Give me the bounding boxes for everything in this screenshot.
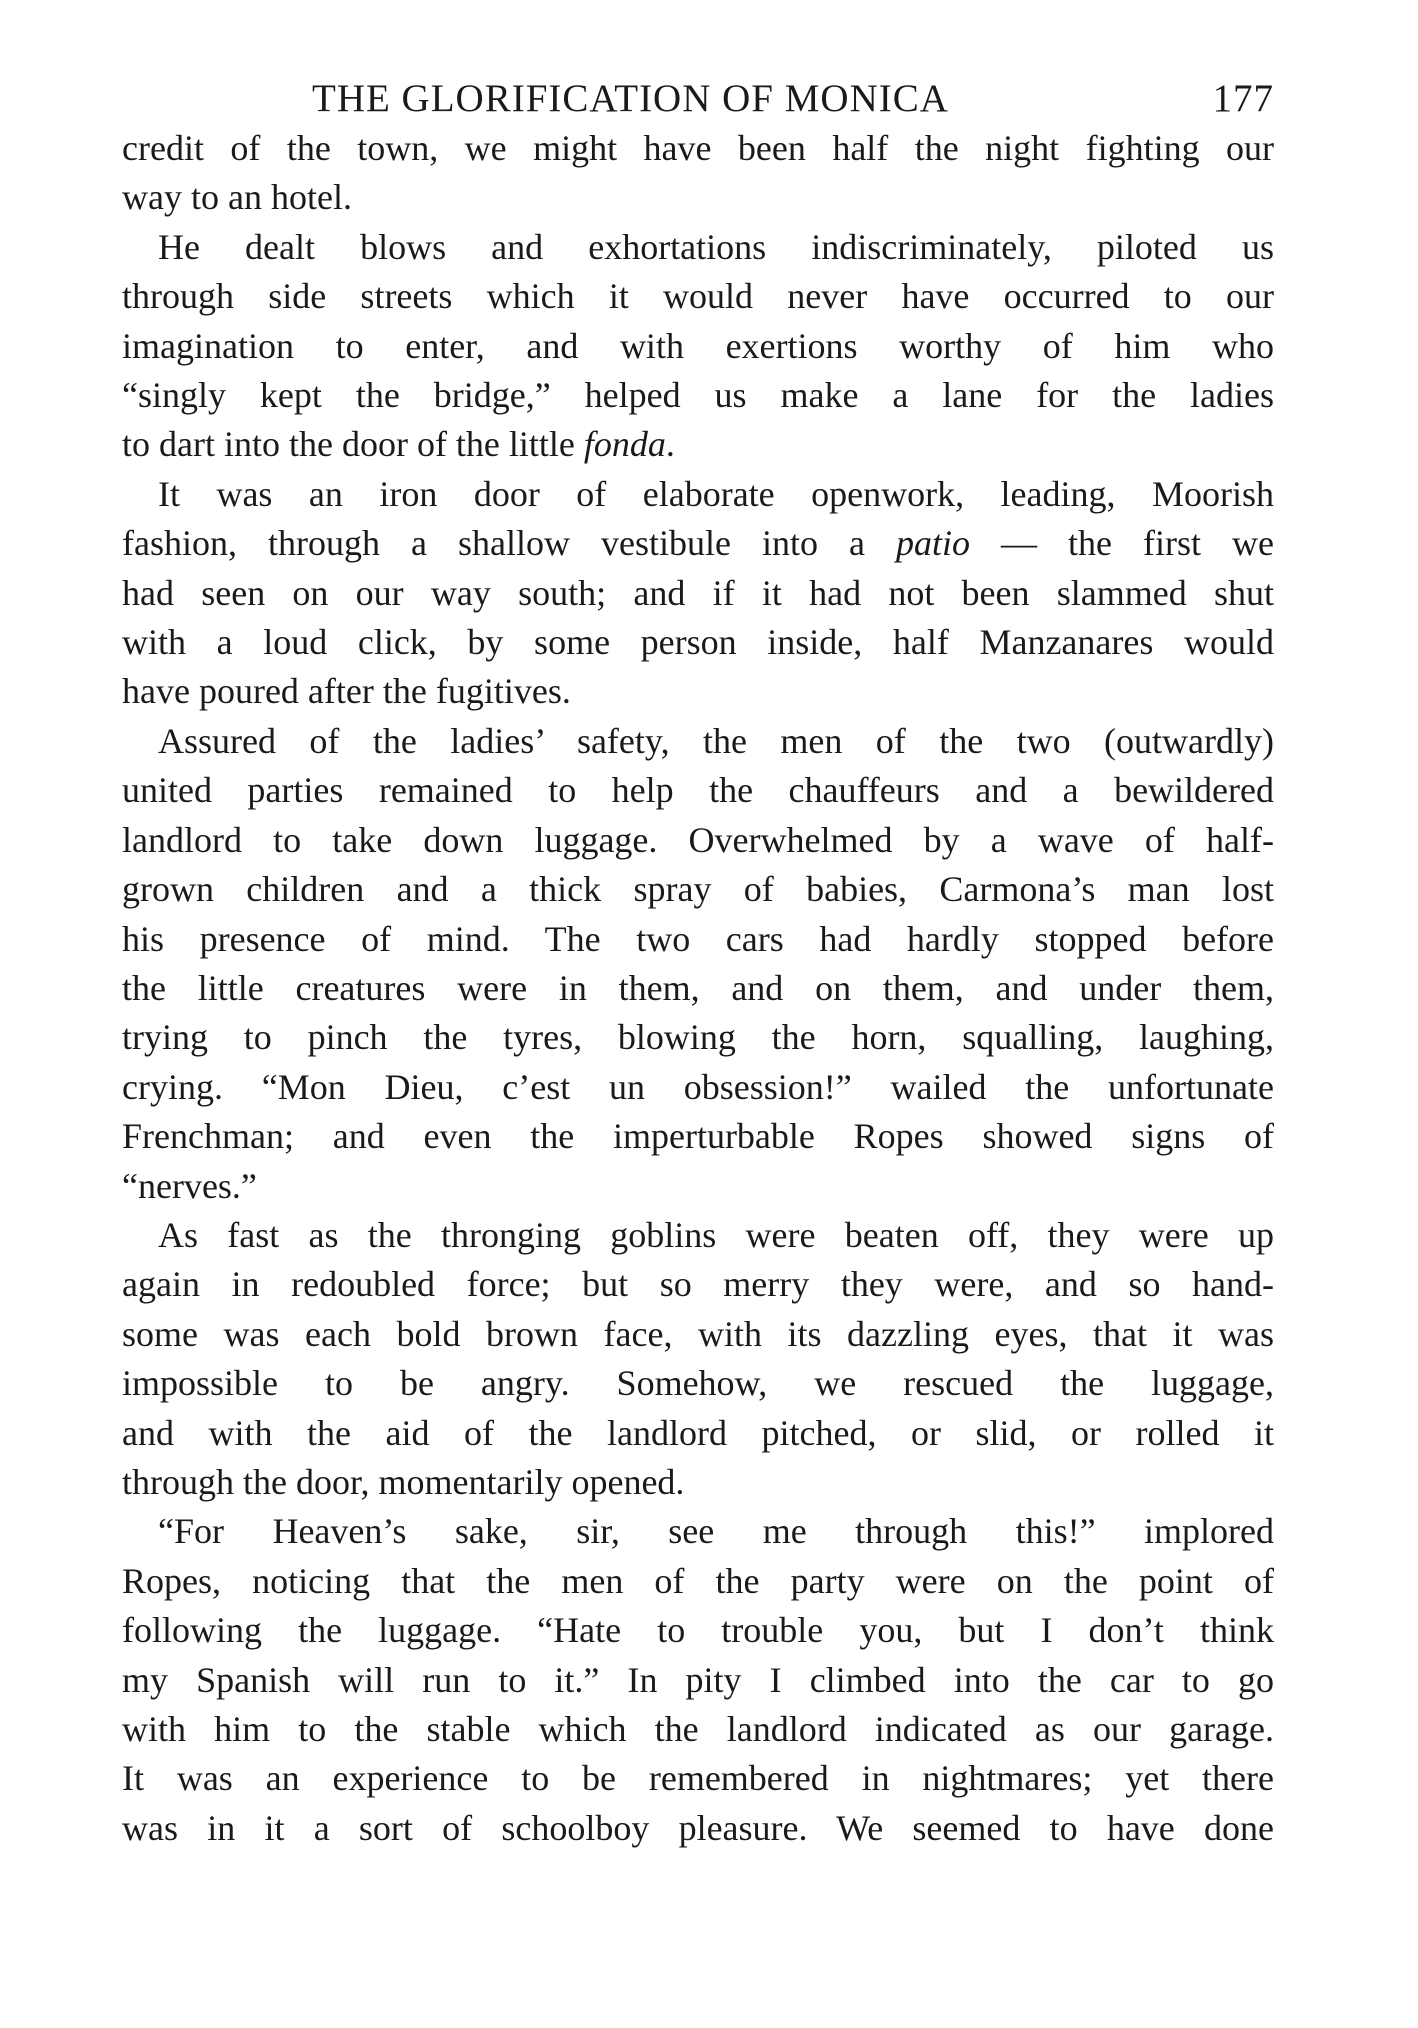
text-line [122, 519, 1274, 568]
text-line: credit of the town, we might have been half the night fighting our [122, 128, 1274, 168]
text-line: Frenchman; and even the imperturbable Ropes showed signs of [122, 1116, 1274, 1157]
paragraph-6 [122, 1507, 1274, 1853]
text-line: the little creatures were in them, and on them, and under them, [122, 967, 1274, 1008]
text-line: Ropes, noticing that the men of the party were on the point of [122, 1560, 1274, 1601]
text-line: had seen on our way south; and if it had not been slammed shut [122, 572, 1274, 613]
paragraph-5 [122, 1211, 1274, 1507]
paragraph-1 [122, 124, 1274, 223]
paragraph-4 [122, 717, 1274, 1211]
text-line: It was an experience to be remembered in nightmares; yet there [122, 1758, 1274, 1799]
text-line: through side streets which it would never have occurred to our [122, 276, 1274, 317]
text-line: imagination to enter, and with exertions worthy of him who [122, 325, 1274, 366]
body-text [122, 124, 1274, 1853]
running-header [122, 60, 1274, 124]
chapter-title: THE GLORIFICATION OF MONICA [312, 77, 949, 120]
text-line: through the door, momentarily opened. [122, 1461, 685, 1502]
text-line: some was each bold brown face, with its dazzling eyes, that it was [122, 1313, 1274, 1354]
text-run: to dart into the door of the little [122, 424, 584, 465]
paragraph-2 [122, 223, 1274, 470]
text-line: with him to the stable which the landlord indicated as our garage. [122, 1709, 1274, 1749]
text-line: was in it a sort of schoolboy pleasure. We seemed to have done [122, 1807, 1274, 1848]
text-line: trying to pinch the tyres, blowing the horn, squalling, laughing, [122, 1017, 1274, 1058]
text-line: have poured after the fugitives. [122, 671, 571, 712]
book-page [122, 60, 1274, 1853]
text-line: Assured of the ladies’ safety, the men of the two (outwardly) [158, 720, 1274, 761]
text-line: As fast as the thronging goblins were beaten off, they were up [158, 1214, 1274, 1255]
text-line [122, 420, 1274, 469]
text-line: with a loud click, by some person inside, half Manzanares would [122, 622, 1274, 663]
text-line: my Spanish will run to it.” In pity I climbed into the car to go [122, 1659, 1274, 1700]
italic-word-fonda: fonda [583, 424, 666, 465]
text-line: landlord to take down luggage. Overwhelmed by a wave of half- [122, 819, 1274, 860]
text-run: fashion, through a shallow vestibule into a [122, 523, 896, 564]
text-line: and with the aid of the landlord pitched, or slid, or rolled it [122, 1412, 1274, 1453]
paragraph-3 [122, 470, 1274, 717]
italic-word-patio: patio [895, 523, 970, 564]
text-line: “nerves.” [122, 1165, 257, 1206]
page-number: 177 [1212, 77, 1274, 120]
text-line: He dealt blows and exhortations indiscriminately, piloted us [158, 226, 1274, 267]
text-line: again in redoubled force; but so merry they were, and so hand- [122, 1264, 1274, 1305]
text-line: crying. “Mon Dieu, c’est un obsession!” wailed the unfortunate [122, 1066, 1274, 1107]
text-line: united parties remained to help the chauffeurs and a bewildered [122, 770, 1274, 811]
text-line: following the luggage. “Hate to trouble you, but I don’t think [122, 1610, 1274, 1651]
text-line: his presence of mind. The two cars had hardly stopped before [122, 918, 1274, 959]
text-run: — the first we [970, 523, 1274, 564]
text-line: way to an hotel. [122, 177, 352, 218]
text-line: “For Heaven’s sake, sir, see me through this!” implored [158, 1511, 1274, 1552]
text-run: . [665, 424, 675, 465]
text-line: It was an iron door of elaborate openwork, leading, Moorish [158, 473, 1274, 514]
text-line: grown children and a thick spray of babies, Carmona’s man lost [122, 869, 1274, 910]
text-line: “singly kept the bridge,” helped us make a lane for the ladies [122, 375, 1274, 416]
text-line: impossible to be angry. Somehow, we rescued the luggage, [122, 1363, 1274, 1404]
